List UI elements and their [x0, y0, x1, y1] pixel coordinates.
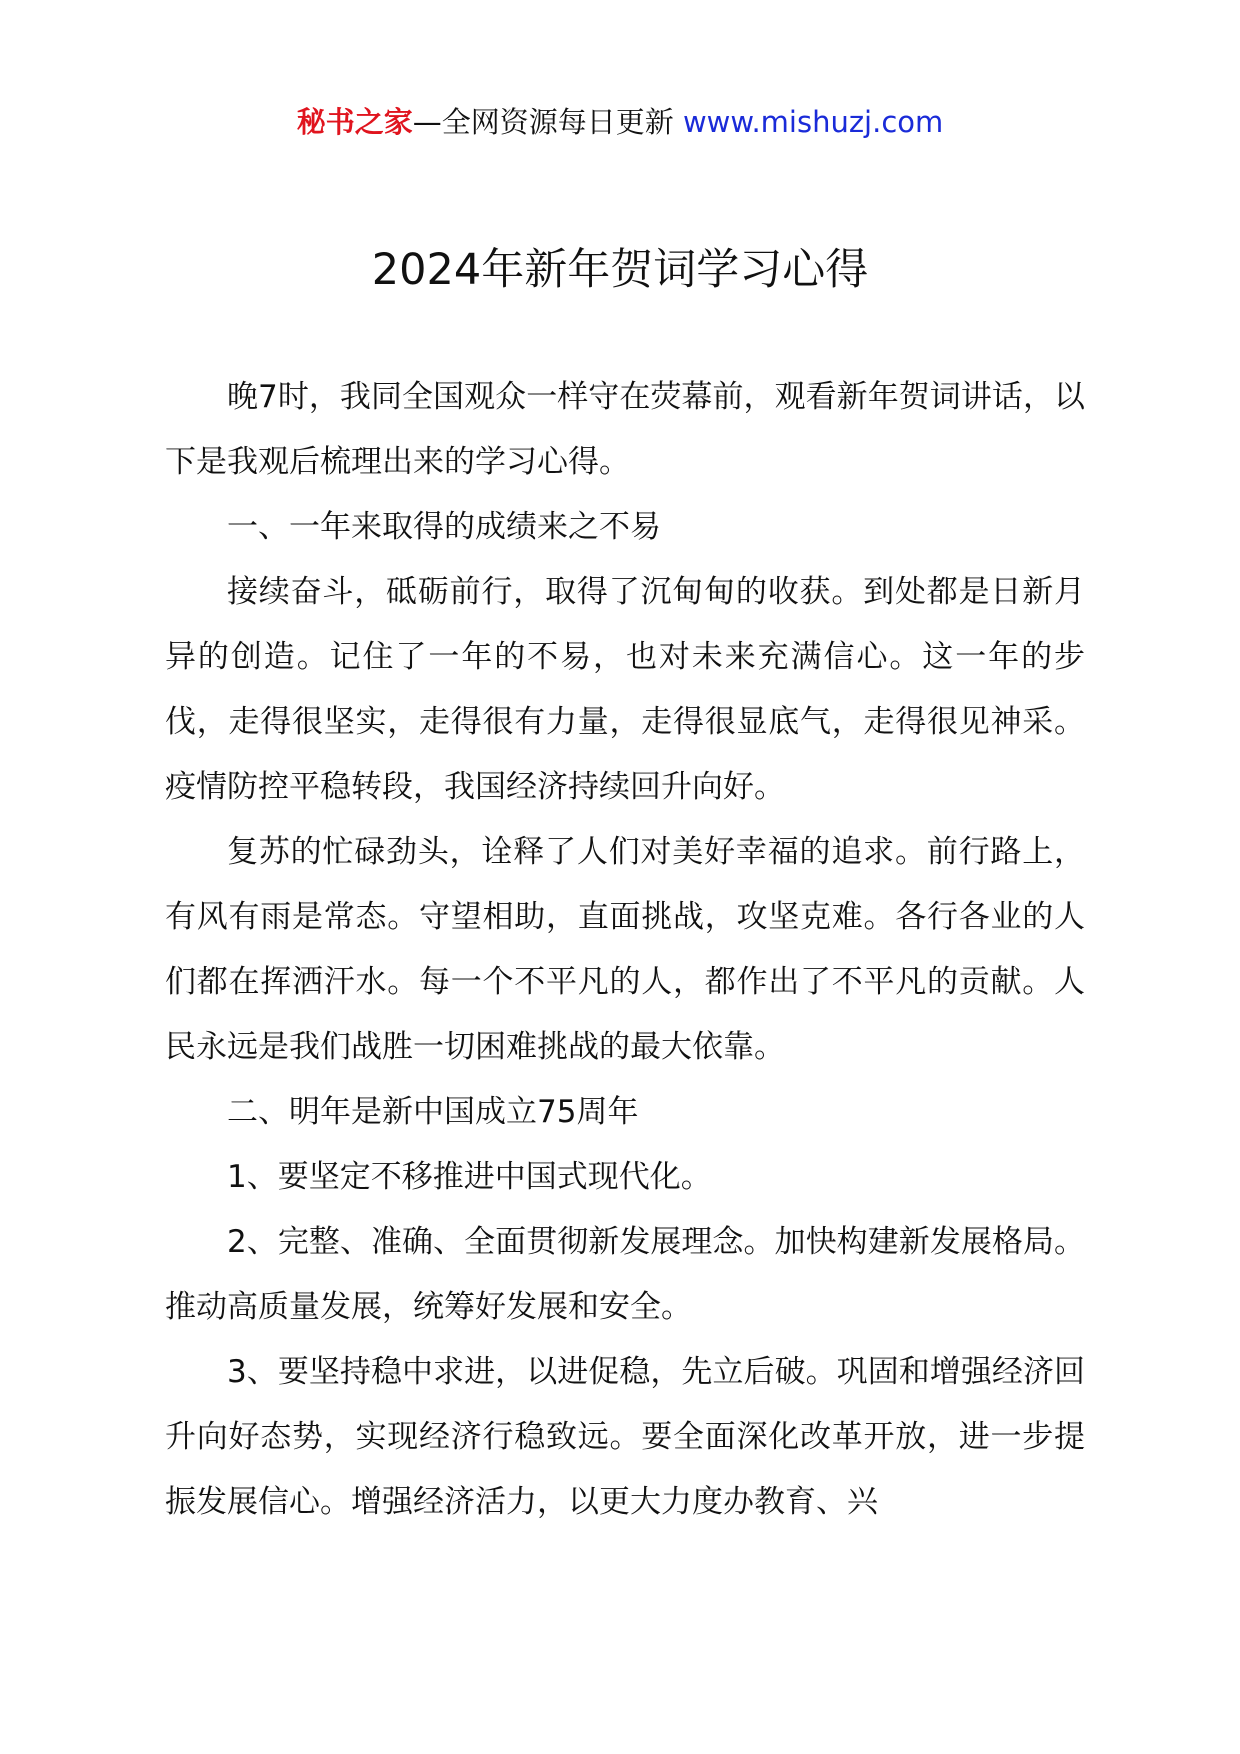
list-item-2: 2、完整、准确、全面贯彻新发展理念。加快构建新发展格局。推动高质量发展，统筹好发展和安全。: [165, 1224, 1085, 1325]
paragraph-intro: 晚7时，我同全国观众一样守在荧幕前，观看新年贺词讲话，以下是我观后梳理出来的学习心得。: [165, 379, 1085, 480]
paragraph: 接续奋斗，砥砺前行，取得了沉甸甸的收获。到处都是日新月异的创造。记住了一年的不易，也对未来充满信心。这一年的步伐，走得很坚实，走得很有力量，走得很显底气，走得很见神采。疫情防控平稳转段，我国经济持续回升向好。: [165, 574, 1085, 805]
document-body: [165, 365, 1085, 1535]
site-slogan: —全网资源每日更新: [412, 105, 683, 139]
paragraph: 复苏的忙碌劲头，诠释了人们对美好幸福的追求。前行路上，有风有雨是常态。守望相助，直面挑战，攻坚克难。各行各业的人们都在挥洒汗水。每一个不平凡的人，都作出了不平凡的贡献。人民永远是我们战胜一切困难挑战的最大依靠。: [165, 834, 1085, 1065]
list-item-3: 3、要坚持稳中求进，以进促稳，先立后破。巩固和增强经济回升向好态势，实现经济行稳致远。要全面深化改革开放，进一步提振发展信心。增强经济活力，以更大力度办教育、兴: [165, 1354, 1085, 1520]
section-heading-2: 二、明年是新中国成立75周年: [227, 1094, 639, 1130]
website-link[interactable]: www.mishuzj.com: [682, 105, 944, 139]
list-item-1: 1、要坚定不移推进中国式现代化。: [227, 1159, 712, 1195]
site-header: [0, 100, 1240, 144]
document-title: 2024年新年贺词学习心得: [371, 245, 869, 295]
site-brand: 秘书之家: [296, 105, 413, 139]
section-heading-1: 一、一年来取得的成绩来之不易: [227, 509, 661, 545]
